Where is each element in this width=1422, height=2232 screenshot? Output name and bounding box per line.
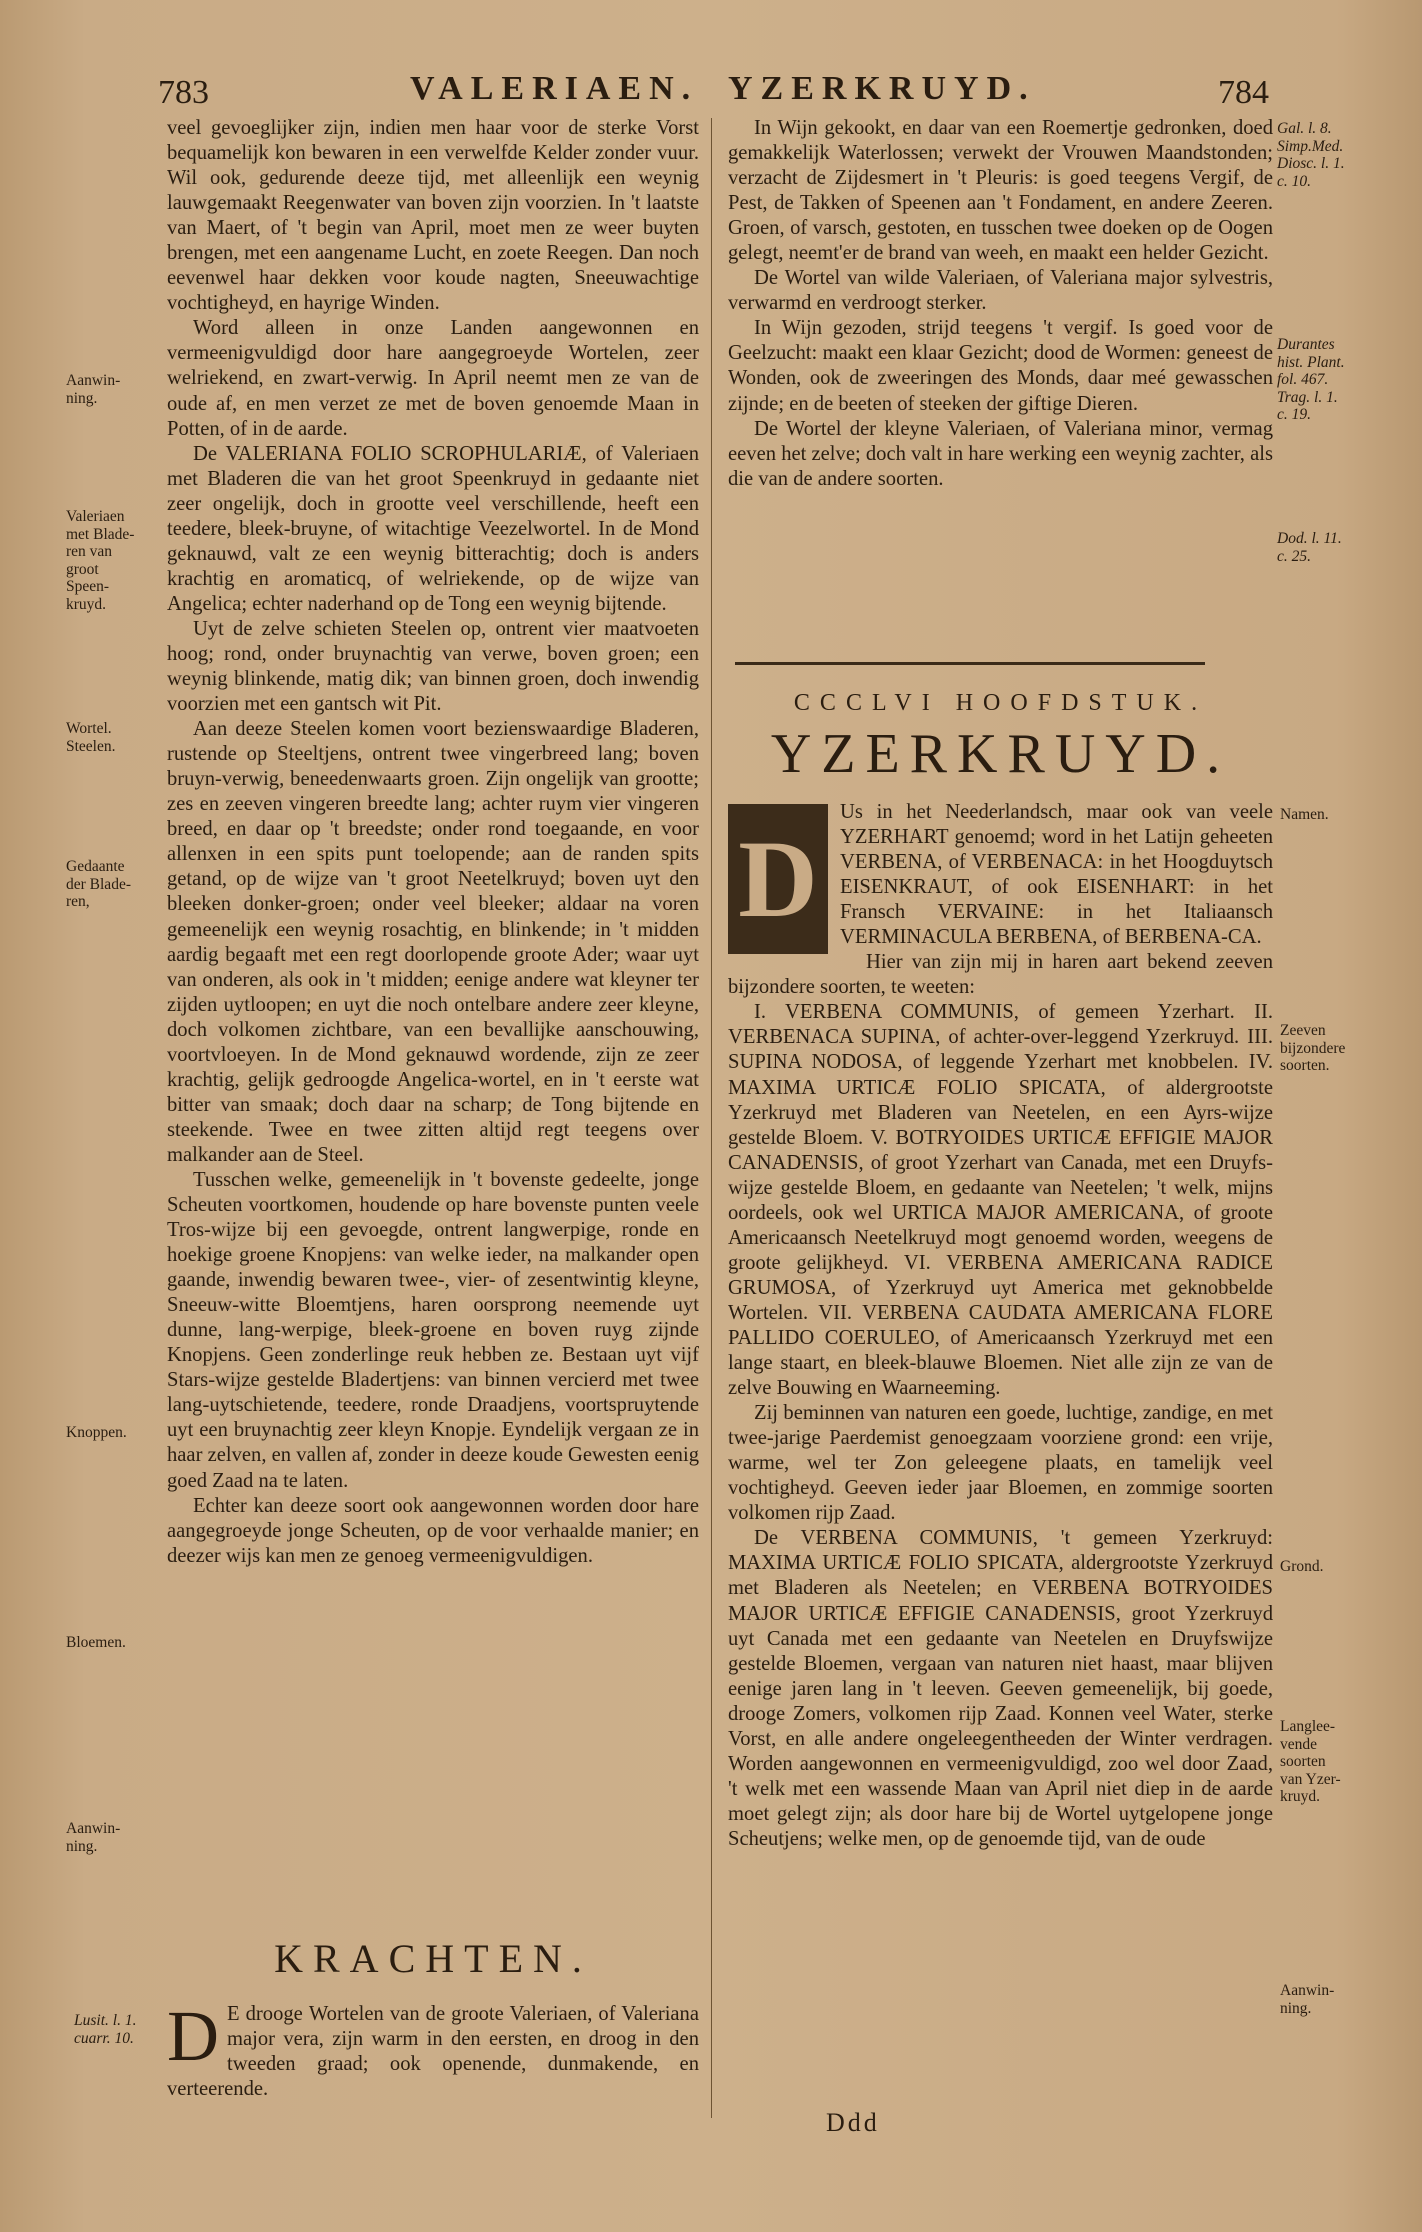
margin-note: Aanwin- ning. xyxy=(66,1820,121,1855)
right-column-top xyxy=(728,116,1273,641)
right-column-chapter xyxy=(728,800,1273,2112)
ornamental-dropcap: D xyxy=(728,804,828,954)
chapter-number: CCCLVI HOOFDSTUK. xyxy=(793,690,1208,716)
margin-note: Knoppen. xyxy=(66,1424,127,1441)
section-divider xyxy=(735,662,1205,665)
left-paragraph: veel gevoeglijker zijn, indien men haar voor de sterke Vorst bequamelijk kon bewaren in een verwelfde Kelder zonder vuur. Wil ook, gedurende deeze tijd, met alleenlijk een weynig lauwgemaakt Reegenwater van boven zijn voorzien. In 't laatste van Maert, of 't begin van April, moet men ze weer buyten brengen, met een aangename Lucht, en zoete Reegen. Dan noch eevenwel haar dekken voor koude nagten, Sneeuwachtige vochtigheyd, en hayrige Winden. xyxy=(167,117,699,315)
left-paragraph: Aan deeze Steelen komen voort bezienswaardige Bladeren, rustende op Steeltjens, ontrent twee vingerbreed lang; boven bruyn-verwig, beneedenwaarts groen. Zijn ongelijk van grootte; zes en zeeven vingeren breedte lang; achter ruym vier vingeren breed, en daar op 't breedste; onder rond toegaande, en voor allenxen in een spits punt toelopende; aan de randen spits getand, op de wijze van 't groot Neetelkruyd; boven uyt den bleeken donker-groen; onder veel bleeker; aldaar na voren gemeenelijk een weynig rosachtig, en blinkende; in 't midden aardig begaaft met een regt doorlopende groote Ader; waar uyt van onderen, als ook in 't midden; eenige andere wat kleyner ter zijden uytloopen; en uyt die noch ontelbare andere zeer kleyne, doch volkomen zichtbare, van een bevallijke aanschouwing, voortvloeyen. In de Mond geknauwd wordende, zijn ze zeer krachtig, gelijk gedroogde Angelica-wortel, en in 't eerste wat bitter van smaak; doch daar na scharp; de Tong bijtende en steekende. Twee en twee zitten altijd regt teegens over malkander aan de Steel. xyxy=(167,718,699,1166)
left-paragraph: Uyt de zelve schieten Steelen op, ontrent vier maatvoeten hoog; rond, onder bruynachtig van verwe, boven groen; een weynig blinkende, matig dik; van binnen groen, doch inwendig voorzien met een gantsch wit Pit. xyxy=(167,617,699,716)
left-column xyxy=(167,116,699,1956)
margin-note: Wortel. Steelen. xyxy=(66,720,116,755)
krachten-text: E droogе Wortelen van de groote Valeriaen, of Valeriana major vera, zijn warm in den eersten, en droog in den tweeden graad; ook openende, dunmakende, en verteerende. xyxy=(167,2003,699,2101)
right-paragraph: I. VERBENA COMMUNIS, of gemeen Yzerhart. II. VERBENACA SUPINA, of achter-over-leggend Yzerkruyd. III. SUPINA NODOSA, of leggende Yzerhart met knobbelen. IV. MAXIMA URTICÆ FOLIO SPICATA, of aldergrootste Yzerkruyd met Bladeren van Neetelen, en een Ayrs-wijze gestelde Bloem. V. BOTRYOIDES URTICÆ EFFIGIE MAJOR CANADENSIS, of groot Yzerhart van Canada, met een Druyfs-wijze gestelde Bloem, en gedaante van Neetelen; 't welk, mijns oordeels, ook wel URTICA MAJOR AMERICANA, of groote Americaansch Neetelkruyd mogt genoemd worden, weegens de groote gelijkheyd. VI. VERBENA AMERICANA RADICE GRUMOSA, of Yzerkruyd uyt America met geknobbelde Wortelen. VII. VERBENA CAUDATA AMERICANA FLORE PALLIDO COERULEO, of Americaansch Yzerkruyd met een lange staart, en bleek-blauwe Bloemen. Niet alle zijn ze van de zelve Bouwing en Waarneeming. xyxy=(728,1001,1273,1400)
margin-note: Zeeven bijzondere soorten. xyxy=(1280,1022,1346,1074)
right-paragraph: Zij beminnen van naturen een goede, luchtige, zandige, en met twee-jarige Paerdemist genoegzaam voorziene grond: een vrije, warme, wel ter Zon geleegene plaats, en tamelijk veel vochtigheyd. Geeven ieder jaar Bloemen, en zommige soorten volkomen rijp Zaad. xyxy=(728,1402,1273,1525)
margin-note: Lusit. l. 1. cuarr. 10. xyxy=(74,2012,137,2047)
column-divider xyxy=(711,118,712,2118)
krachten-initial: D xyxy=(167,2002,219,2076)
margin-note: Gal. l. 8. Simp.Med. Diosc. l. 1. c. 10. xyxy=(1277,120,1345,190)
left-running-header: VALERIAEN. xyxy=(410,70,699,107)
left-paragraph: Word alleen in onze Landen aangewonnen en vermeenigvuldigd door hare aangegroeyde Wortelen, zeer welriekend, en zwart-verwig. In April neemt men ze van de oude af, en men verzet ze met de boven genoemde Maan in Potten, of in de aarde. xyxy=(167,317,699,440)
chapter-title: YZERKRUYD. xyxy=(770,723,1231,785)
margin-note: Aanwin- ning. xyxy=(66,372,121,407)
right-paragraph: Hier van zijn mij in haren aart bekend zeeven bijzondere soorten, te weeten: xyxy=(728,951,1273,999)
left-paragraph: Tusschen welke, gemeenelijk in 't bovenste gedeelte, jonge Scheuten voortkomen, houdende op hare bovenste punten veele Tros-wijze bij een gevoegde, ontrent langwerpige, ronde en hoekige groene Knopjens: van welke ieder, na malkander open gaande, inwendig bewaren twee-, vier- of zesentwintig kleyne, Sneeuw-witte Bloemtjens, haren oorsprong neemende uyt dunne, lang-werpige, bleek-groene en boven ruyg zijnde Knopjens. Geen zonderlinge reuk hebben ze. Bestaan uyt vijf Stars-wijze gestelde Bladertjens: van binnen vercierd met twee lang-uytschietende, teedere, ronde Draadjens, voortspruytende uyt een bruynachtig zeer kleyn Knopje. Eyndelijk vergaan ze in haar zelven, en vallen af, zonder in deeze koude Gewesten eenig goed Zaad na te laten. xyxy=(167,1168,699,1492)
margin-note: Grond. xyxy=(1280,1558,1324,1575)
right-paragraph: Us in het Neederlandsch, maar ook van veele YZERHART genoemd; word in het Latijn geheeten VERBENA, of VERBENACA: in het Hoogduytsch EISENKRAUT, of ook EISENHART: in het Fransch VERVAINE: in het Italiaansch VERMINACULA BERBENA, of BERBENA-CA. xyxy=(840,801,1273,949)
left-page-number: 783 xyxy=(158,74,209,111)
margin-note: Aanwin- ning. xyxy=(1280,1982,1335,2017)
right-paragraph: In Wijn gezoden, strijd teegens 't vergif. Is goed voor de Geelzucht: maakt een klaar Gezicht; dood de Wormen: geneest de Wonden, ook de zweeringen des Monds, daar meé gewasschen zijnde; en de beeten of steeken der giftige Dieren. xyxy=(728,317,1273,415)
margin-note: Bloemen. xyxy=(66,1634,126,1651)
margin-note: Langlee- vende soorten van Yzer- kruyd. xyxy=(1280,1718,1341,1805)
margin-note: Dod. l. 11. c. 25. xyxy=(1277,530,1342,565)
left-paragraph: Echter kan deeze soort ook aangewonnen worden door hare aangegroeyde jonge Scheuten, op de voor verhaalde manier; en deezer wijs kan men ze genoeg vermeenigvuldigen. xyxy=(167,1494,699,1567)
right-paragraph: De Wortel van wilde Valeriaen, of Valeriana major sylvestris, verwarmd en verdroogt sterker. xyxy=(728,267,1273,315)
right-paragraph: In Wijn gekookt, en daar van een Roemertje gedronken, doed gemakkelijk Waterlossen; verwekt der Vrouwen Maandstonden; verzacht de Zijdesmert in 't Pleuris: is goed teegens Vergif, de Pest, de Takken of Speenen aan 't Fondament, en andere Zeeren. Groen, of varsch, gestoten, en tusschen twee doeken op de Oogen gelegt, neemt'er de brand van weeh, en maakt een helder Gezicht. xyxy=(728,117,1273,265)
margin-note: Durantes hist. Plant. fol. 467. Trag. l. 1. c. 19. xyxy=(1277,336,1345,423)
margin-note: Namen. xyxy=(1280,806,1329,823)
right-paragraph: De Wortel der kleyne Valeriaen, of Valeriana minor, vermag eeven het zelve; doch valt in hare werking een weynig zachter, als die van de andere soorten. xyxy=(728,417,1273,490)
right-paragraph: De VERBENA COMMUNIS, 't gemeen Yzerkruyd: MAXIMA URTICÆ FOLIO SPICATA, aldergrootste Yzerkruyd met Bladeren als Neetelen; en VERBENA BOTRYOIDES MAJOR URTICÆ EFFIGIE CANADENSIS, groot Yzerkruyd uyt Canada met een gedaante van Neetelen en Druyfswijze gestelde Bloemen, vergaan van naturen niet haast, maar blijven eenige jaren lang in 't leeven. Geeven gemeenelijk, bij goede, droogе Zomers, volkomen rijp Zaad. Konnen veel Water, sterke Vorst, en alle andere ongeleegentheeden der Winter verdragen. Worden aangewonnen en vermeenigvuldigd, zoo wel door Zaad, 't welk met een wassende Maan van April niet diep in de aarde moet gelegt zijn; als door hare bij de Wortel uytgelopene jonge Scheutjens; welke men, op de genoemde tijd, van de oude xyxy=(728,1527,1273,1850)
krachten-heading: KRACHTEN. xyxy=(274,1936,592,1981)
right-running-header: YZERKRUYD. xyxy=(728,70,1036,107)
margin-note: Gedaante der Blade- ren, xyxy=(66,858,131,910)
margin-note: Valeriaen met Blade- ren van groot Speen- kruyd. xyxy=(66,508,135,613)
krachten-section xyxy=(167,2002,699,2112)
left-paragraph: De VALERIANA FOLIO SCROPHULARIÆ, of Valeriaen met Bladeren die van het groot Speenkruyd in gedaante niet zeer ongelijk, doch in grootte veel verschillende, heeft een teedere, bleek-bruyne, of witachtige Veezelwortel. In de Mond geknauwd, valt ze een weynig bitterachtig; doch is anders krachtig en aromaticq, of welriekende, op de wijze van Angelica; echter naderhand op de Tong een weynig bijtende. xyxy=(167,442,699,615)
right-page-number: 784 xyxy=(1218,74,1269,111)
catchword: Ddd xyxy=(826,2108,880,2137)
